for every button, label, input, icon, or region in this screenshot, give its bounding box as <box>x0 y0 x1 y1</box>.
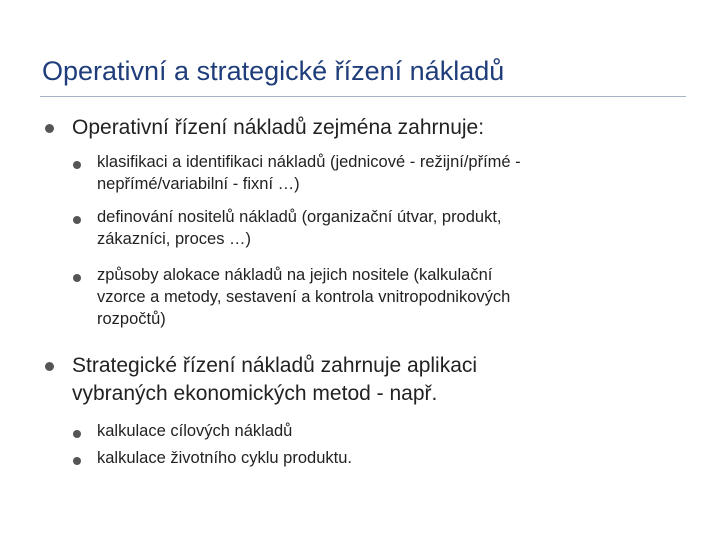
bullet-icon <box>73 274 81 282</box>
list-item-line: zákazníci, proces …) <box>97 230 252 248</box>
list-item <box>97 264 697 330</box>
list-item: kalkulace životního cyklu produktu. <box>97 449 352 467</box>
list-item-line: rozpočtů) <box>97 310 166 328</box>
list-item-line: vzorce a metody, sestavení a kontrola vnitropodnikových <box>97 288 511 306</box>
list-item <box>97 151 697 195</box>
section-heading-line: vybraných ekonomických metod - např. <box>72 382 438 405</box>
bullet-icon <box>45 362 54 371</box>
section-heading-operational: Operativní řízení nákladů zejména zahrnuje: <box>72 116 485 139</box>
bullet-icon <box>45 124 54 133</box>
bullet-icon <box>73 161 81 169</box>
list-item <box>97 206 697 250</box>
slide-title: Operativní a strategické řízení nákladů <box>42 56 505 86</box>
list-item: kalkulace cílových nákladů <box>97 422 293 440</box>
bullet-icon <box>73 216 81 224</box>
list-item-line: nepřímé/variabilní - fixní …) <box>97 175 300 193</box>
bullet-icon <box>73 457 81 465</box>
section-heading-line: Strategické řízení nákladů zahrnuje aplikaci <box>72 354 478 377</box>
list-item-line: klasifikaci a identifikaci nákladů (jednicové - režijní/přímé - <box>97 153 521 171</box>
list-item-line: způsoby alokace nákladů na jejich nositele (kalkulační <box>97 266 493 284</box>
bullet-icon <box>73 430 81 438</box>
section-heading-strategic <box>72 352 662 408</box>
list-item-line: definování nositelů nákladů (organizační útvar, produkt, <box>97 208 502 226</box>
